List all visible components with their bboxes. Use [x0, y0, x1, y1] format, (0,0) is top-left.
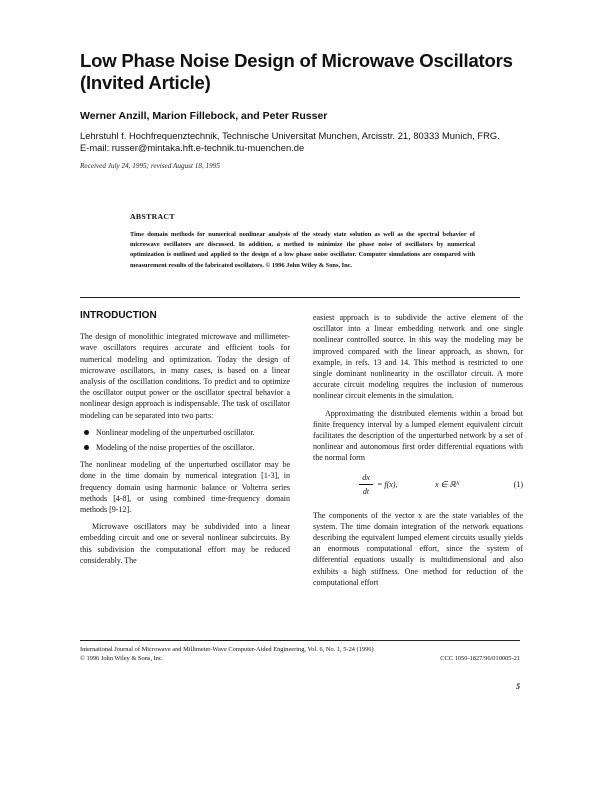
intro-paragraph-6: The components of the vector x are the state variables of the system. The time domain integration of the network equations describing the equivalent lumped element circuits usually yields an enormous computational effort, since the system of differential equations usually is multidimensional and also exhibits a high stiffness. One method for reduction of the computational effort — [313, 510, 523, 587]
section-heading-introduction: INTRODUCTION — [80, 310, 157, 321]
intro-paragraph-3: Microwave oscillators may be subdivided into a linear embedding circuit and one or several nonlinear subcircuits. By this subdivision the computational effort may be reduced considerably. The — [80, 522, 290, 565]
journal-citation: International Journal of Microwave and Millimeter-Wave Computer-Aided Engineering, Vol. 6, No. 1, 5-24 (1996) — [80, 646, 374, 653]
right-column — [313, 312, 523, 594]
intro-paragraph-5: Approximating the distributed elements within a broad but finite frequency interval by a lumped element equivalent circuit facilitates the description of the unperturbed network by a set of nonlinear and autonomous first order differential equations with the normal form — [313, 408, 523, 463]
author-list: Werner Anzill, Marion Fillebock, and Peter Russer — [80, 110, 328, 122]
equation-rhs: = f(x), — [377, 479, 398, 489]
abstract-heading: ABSTRACT — [130, 212, 175, 221]
task-list-item: Nonlinear modeling of the unperturbed oscillator. — [80, 427, 290, 438]
bullet-icon — [84, 430, 89, 435]
journal-footer — [80, 645, 520, 663]
task-list-item: Modeling of the noise properties of the oscillator. — [80, 442, 290, 453]
footer-divider — [80, 640, 520, 641]
received-dates: Received July 24, 1995; revised August 18, 1995 — [80, 162, 220, 170]
bullet-icon — [84, 445, 89, 450]
page-number: 5 — [516, 682, 520, 691]
affiliation-email: E-mail: russer@mintaka.hft.e-technik.tu-muenchen.de — [80, 142, 305, 153]
abstract-body: Time domain methods for numerical nonlinear analysis of the steady state solution as well as the spectral behavior of microwave oscillators are discussed. In addition, a method to minimize the phase noise of oscillators by numerical optimization is outlined and applied to the design of a low phase noise oscillator. Computer simulations are compared with measurement results of the fabricated oscillators. © 1996 John Wiley & Sons, Inc. — [130, 231, 475, 269]
task-list — [80, 427, 290, 453]
equation-domain: x ∈ ℝᴺ — [435, 479, 460, 489]
equation-denominator: dt — [362, 486, 370, 496]
intro-paragraph-4: easiest approach is to subdivide the active element of the oscillator into a linear embedding network and one single nonlinear controlled source. In this way the modeling may be improved compared with the linear approach, as shown, for example, in refs. 13 and 14. This method is restricted to one single dominant nonlinearity in the oscillator circuit. A more accurate circuit modeling requires the inclusion of numerous nonlinear circuit elements in the simulation. — [313, 313, 523, 401]
intro-paragraph-2: The nonlinear modeling of the unperturbed oscillator may be done in the time domain by numerical integration [1-3], in frequency domain using harmonic balance or Volterra series methods [4-8], or using combined time-frequency domain methods [9-12]. — [80, 460, 290, 515]
equation-1 — [313, 470, 523, 502]
ccc-code: CCC 1050-1827/96/010005-21 — [440, 655, 520, 662]
fraction-bar — [359, 484, 373, 485]
equation-number: (1) — [513, 479, 523, 489]
intro-paragraph-1: The design of monolithic integrated microwave and millimeter-wave oscillators requires accurate and efficient tools for numerical modeling and optimization. Today the design of microwave oscillators, in many cases, is based on a linear analysis of the oscillation conditions. To predict and to optimize the oscillator output power or the oscillator spectral behavior a nonlinear design approach is indispensable. The task of oscillator modeling can be separated into two parts: — [80, 332, 290, 420]
paper-title: Low Phase Noise Design of Microwave Oscillators (Invited Article) — [80, 50, 513, 93]
affiliation-address: Lehrstuhl f. Hochfrequenztechnik, Technische Universitat Munchen, Arcisstr. 21, 80333 Munich, FRG. — [80, 130, 500, 141]
equation-numerator: dx — [362, 472, 370, 482]
header-divider — [80, 297, 520, 298]
left-column — [80, 310, 290, 572]
copyright-notice: © 1996 John Wiley & Sons, Inc. — [80, 655, 164, 662]
affiliation — [80, 130, 560, 154]
equation-fraction — [359, 472, 373, 497]
